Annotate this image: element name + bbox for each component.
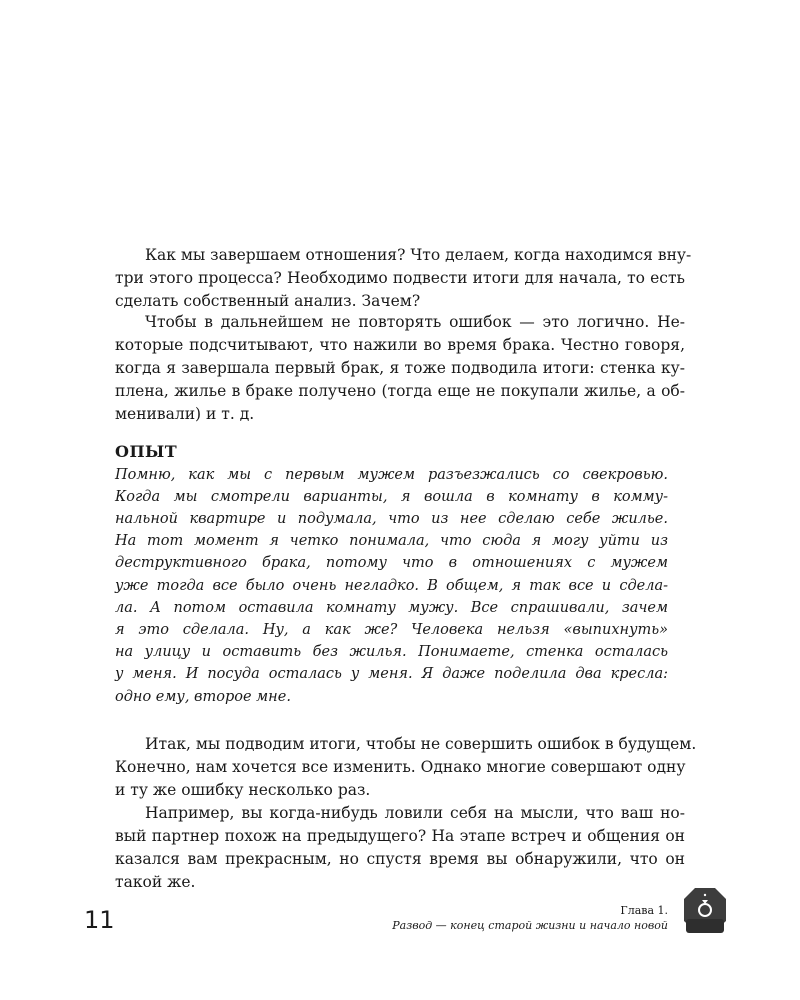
text-line: казался вам прекрасным, но спустя время вы обнаружили, что он bbox=[115, 850, 685, 868]
text-line: На тот момент я четко понимала, что сюда я могу уйти из bbox=[115, 533, 668, 549]
text-line: Конечно, нам хочется все изменить. Однако многие совершают одну bbox=[115, 758, 686, 776]
text-line: три этого процесса? Необходимо подвести итоги для начала, то есть bbox=[115, 269, 685, 287]
text-line: вый партнер похож на предыдущего? На этапе встреч и общения он bbox=[115, 827, 685, 845]
text-line: ла. А потом оставила комнату мужу. Все спрашивали, зачем bbox=[115, 600, 668, 616]
page-number: 11 bbox=[84, 906, 115, 934]
text-line: плена, жилье в браке получено (тогда еще не покупали жилье, а об- bbox=[115, 382, 685, 400]
text-line: Как мы завершаем отношения? Что делаем, когда находимся вну- bbox=[145, 246, 692, 264]
text-line: уже тогда все было очень негладко. В общем, я так все и сдела- bbox=[115, 578, 668, 594]
text-line: на улицу и оставить без жилья. Понимаете, стенка осталась bbox=[115, 644, 668, 660]
text-line: я это сделала. Ну, а как же? Человека нельзя «выпихнуть» bbox=[115, 622, 668, 638]
text-line: деструктивного брака, потому что в отношениях с мужем bbox=[115, 555, 668, 571]
text-line: Когда мы смотрели варианты, я вошла в комнату в комму- bbox=[115, 489, 668, 505]
text-line: у меня. И посуда осталась у меня. Я даже поделила два кресла: bbox=[115, 666, 668, 682]
text-line: такой же. bbox=[115, 873, 196, 891]
text-line: Помню, как мы с первым мужем разъезжались со свекровью. bbox=[115, 467, 668, 483]
text-line: и ту же ошибку несколько раз. bbox=[115, 781, 371, 799]
experience-heading: ОПЫТ bbox=[115, 442, 178, 461]
text-line: Итак, мы подводим итоги, чтобы не совершить ошибок в будущем. bbox=[145, 735, 697, 753]
text-line: Например, вы когда-нибудь ловили себя на мысли, что ваш но- bbox=[145, 804, 685, 822]
chapter-title: Развод — конец старой жизни и начало новой bbox=[392, 919, 668, 932]
text-line: сделать собственный анализ. Зачем? bbox=[115, 292, 421, 310]
text-line: Чтобы в дальнейшем не повторять ошибок — это логично. Не- bbox=[145, 313, 685, 331]
ring-box-icon bbox=[683, 887, 727, 935]
text-line: которые подсчитывают, что нажили во время брака. Честно говоря, bbox=[115, 336, 685, 354]
text-line: когда я завершала первый брак, я тоже подводила итоги: стенка ку- bbox=[115, 359, 685, 377]
chapter-label: Глава 1. bbox=[620, 904, 668, 917]
text-line: менивали) и т. д. bbox=[115, 405, 255, 423]
text-line: одно ему, второе мне. bbox=[115, 689, 291, 705]
text-line: нальной квартире и подумала, что из нее сделаю себе жилье. bbox=[115, 511, 668, 527]
